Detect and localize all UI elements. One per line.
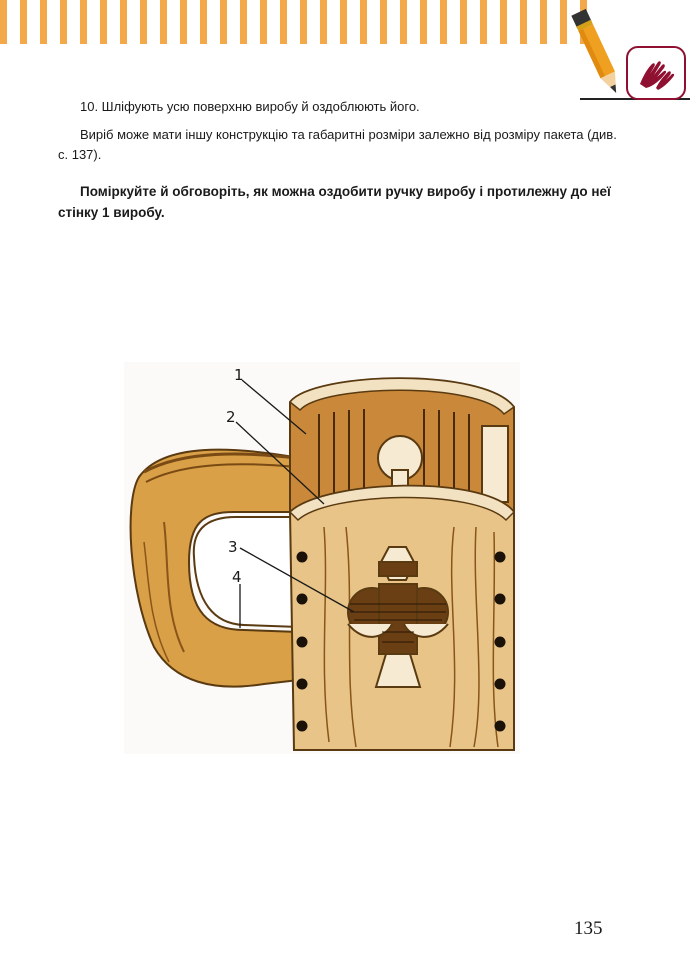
callout-label-2: 2 xyxy=(226,408,236,426)
header-stripes xyxy=(0,0,600,44)
callout-label-3: 3 xyxy=(228,538,238,556)
mug-illustration xyxy=(124,362,520,754)
callout-label-4: 4 xyxy=(232,568,242,586)
discussion-task: Поміркуйте й обговоріть, як можна оздобити ручку виробу і протилежну до неї стінку 1 виробу. xyxy=(58,184,611,220)
pencil-icon xyxy=(568,4,628,104)
page-number: 135 xyxy=(574,918,603,939)
callout-label-1: 1 xyxy=(234,366,244,384)
hands-icon xyxy=(634,54,678,92)
note-paragraph: Виріб може мати іншу конструкцію та габаритні розміри залежно від розміру пакета (див. с. 137). xyxy=(58,127,617,162)
section-badge xyxy=(626,46,686,100)
step-10-text: 10. Шліфують усю поверхню виробу й оздоблюють його. xyxy=(80,99,420,114)
